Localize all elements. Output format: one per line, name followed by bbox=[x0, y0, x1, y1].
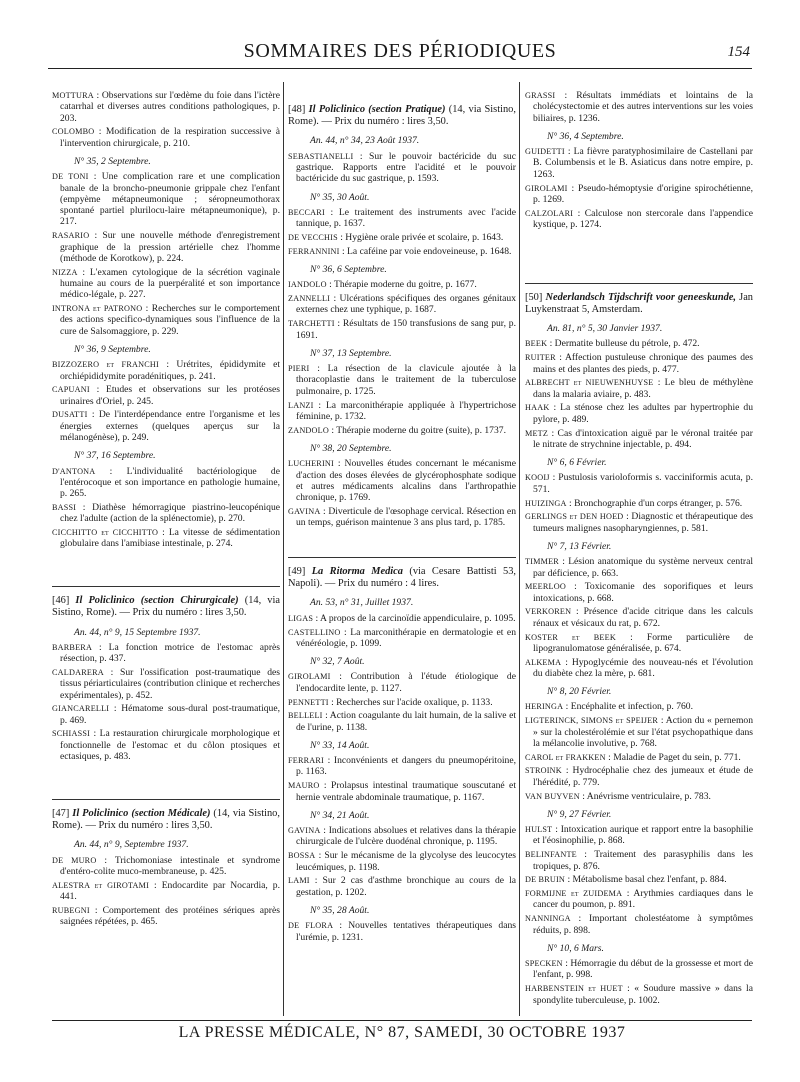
entry-text: : Hématome sous-dural post-traumatique, p. 469. bbox=[60, 703, 280, 726]
summary-entry bbox=[525, 581, 753, 604]
summary-entry bbox=[525, 958, 753, 981]
entry-text: : La vitesse de sédimentation globulaire dans l'amibiase intestinale, p. 274. bbox=[60, 527, 280, 550]
issue-heading: N° 36, 6 Septembre. bbox=[310, 264, 387, 276]
entry-block bbox=[525, 146, 753, 230]
issue-heading: N° 33, 14 Août. bbox=[310, 739, 370, 751]
entry-author: PENNETTI bbox=[288, 697, 329, 707]
entry-author: TARCHETTI bbox=[288, 319, 335, 329]
summary-entry bbox=[525, 208, 753, 231]
entry-text: : Dermatite bulleuse du pétrole, p. 472. bbox=[547, 338, 700, 350]
summary-entry bbox=[525, 606, 753, 629]
entry-author: VERKOREN bbox=[525, 607, 572, 617]
entry-author: BARBERA bbox=[52, 642, 93, 652]
entry-author: LAMI bbox=[288, 876, 310, 886]
journal-details: (14, via Sistino, Rome). — Prix du numéro : lires 3,50. bbox=[288, 104, 516, 128]
summary-entry bbox=[525, 765, 753, 788]
summary-entry bbox=[288, 755, 516, 778]
summary-entry bbox=[52, 855, 280, 878]
summary-entry bbox=[288, 671, 516, 694]
entry-author: LUCHERINI bbox=[288, 459, 334, 469]
summary-entry bbox=[288, 627, 516, 650]
journal-details: (via Cesare Battisti 53, Napoli). — Prix du numéro : 4 lires. bbox=[288, 566, 516, 590]
summary-entry bbox=[525, 498, 753, 509]
entry-text: : Sur 2 cas d'asthme bronchique au cours de la gestation, p. 1202. bbox=[296, 875, 516, 898]
entry-author: GIROLAMI bbox=[288, 672, 331, 682]
entry-text: : Endocardite par Nocardia, p. 441. bbox=[60, 879, 280, 902]
summary-entry bbox=[52, 409, 280, 443]
issue-heading: An. 44, n° 9, 15 Septembre 1937. bbox=[74, 626, 201, 638]
entry-text: : La caféine par voie endoveineuse, p. 1648. bbox=[339, 245, 512, 257]
entry-block bbox=[525, 824, 753, 936]
entry-block bbox=[52, 642, 280, 762]
issue-heading: N° 38, 20 Septembre. bbox=[310, 442, 392, 454]
entry-author: CASTELLINO bbox=[288, 627, 341, 637]
summary-entry bbox=[52, 905, 280, 928]
journal-heading bbox=[52, 586, 280, 619]
entry-text: : Présence d'acide citrique dans les calculs rénaux et vésicaux du rat, p. 672. bbox=[533, 606, 753, 629]
summary-entry bbox=[52, 667, 280, 701]
entry-author: HERINGA bbox=[525, 702, 564, 712]
summary-entry bbox=[52, 466, 280, 500]
summary-entry bbox=[288, 232, 516, 243]
summary-entry bbox=[52, 703, 280, 726]
journal-number: [47] bbox=[52, 807, 70, 819]
entry-text: : Diverticule de l'œsophage cervical. Résection en un temps, guérison maintenue 3 ans plus tard, p. 1785. bbox=[296, 505, 516, 529]
summary-entry bbox=[52, 230, 280, 264]
entry-author: ALKEMA bbox=[525, 657, 562, 667]
entry-author: D'ANTONA bbox=[52, 466, 96, 476]
entry-text: : Hygiène orale privée et scolaire, p. 1643. bbox=[337, 231, 504, 243]
entry-text: : Observations sur l'œdème du foie dans l'ictère catarrhal et diverses autres conditions pathologiques, p. 203. bbox=[60, 90, 280, 124]
entry-author: STROINK bbox=[525, 766, 562, 776]
summary-entry bbox=[525, 849, 753, 872]
page-number: 154 bbox=[727, 44, 750, 60]
page-title: SOMMAIRES DES PÉRIODIQUES bbox=[243, 40, 557, 62]
entry-block bbox=[288, 207, 516, 257]
summary-entry bbox=[525, 352, 753, 375]
entry-text: : Pseudo-hémoptysie d'origine spirochétienne, p. 1269. bbox=[533, 182, 753, 205]
entry-block bbox=[525, 556, 753, 679]
summary-entry bbox=[525, 701, 753, 712]
summary-entry bbox=[288, 780, 516, 803]
entry-author: MEERLOO bbox=[525, 582, 566, 592]
entry-author: CALZOLARI bbox=[525, 208, 574, 218]
footer-text: LA PRESSE MÉDICALE, N° 87, SAMEDI, 30 OCTOBRE 1937 bbox=[178, 1024, 626, 1041]
journal-name: La Ritorma Medica bbox=[311, 566, 403, 578]
summary-entry bbox=[288, 151, 516, 185]
summary-entry bbox=[52, 171, 280, 227]
entry-author: LIGAS bbox=[288, 613, 314, 623]
entry-author: GIROLAMI bbox=[525, 183, 568, 193]
entry-author: HULST bbox=[525, 825, 553, 835]
entry-text: : Diathèse hémorragique piastrino-leucopénique chez l'adulte (action de la splénectomie), p. 270. bbox=[60, 502, 280, 525]
summary-entry bbox=[52, 728, 280, 762]
journal-number: [48] bbox=[288, 104, 306, 115]
issue-heading: N° 35, 28 Août. bbox=[310, 904, 370, 916]
entry-author: CAPUANI bbox=[52, 385, 90, 395]
entry-block bbox=[525, 472, 753, 533]
summary-entry bbox=[288, 400, 516, 423]
summary-entry bbox=[288, 875, 516, 898]
entry-author: GRASSI bbox=[525, 91, 556, 100]
journal-name: Il Policlinico (section Médicale) bbox=[72, 807, 211, 819]
summary-entry bbox=[288, 825, 516, 848]
issue-heading: An. 81, n° 5, 30 Janvier 1937. bbox=[547, 323, 663, 335]
entry-text: : La restauration chirurgicale morphologique et fonctionnelle de l'estomac et du côlon ptosiques et ectasiques, p. 483. bbox=[60, 728, 280, 763]
entry-text: : La fièvre paratyphosimilaire de Castellani par B. Columbensis et le B. Asiaticus dans notre empire, p. 1263. bbox=[533, 146, 753, 180]
page-header bbox=[48, 38, 752, 69]
issue-heading: N° 6, 6 Février. bbox=[547, 457, 607, 469]
entry-block bbox=[288, 755, 516, 803]
entry-text: : Modification de la respiration successive à l'intervention chirurgicale, p. 210. bbox=[60, 126, 280, 149]
entry-text: : Indications absolues et relatives dans la thérapie chirurgicale de l'ulcère duodénal chronique, p. 1195. bbox=[296, 825, 516, 848]
issue-heading: An. 53, n° 31, Juillet 1937. bbox=[310, 597, 414, 609]
entry-author: DE BRUIN bbox=[525, 875, 566, 885]
entry-text: : Diagnostic et thérapeutique des tumeurs malignes nasopharyngiennes, p. 581. bbox=[533, 511, 753, 534]
entry-text: : La fonction motrice de l'estomac après résection, p. 437. bbox=[60, 641, 280, 665]
entry-text: : Métabolisme basal chez l'enfant, p. 884. bbox=[565, 874, 727, 886]
entry-block bbox=[288, 363, 516, 436]
summary-entry bbox=[525, 632, 753, 655]
entry-block bbox=[525, 958, 753, 1006]
entry-text: : Lésion anatomique du système nerveux central par déficience, p. 663. bbox=[533, 556, 753, 579]
entry-block bbox=[52, 90, 280, 149]
summary-entry bbox=[525, 791, 753, 802]
summary-entry bbox=[52, 303, 280, 337]
entry-text: : Calculose non stercorale dans l'appendice kystique, p. 1274. bbox=[533, 207, 753, 230]
entry-block bbox=[52, 466, 280, 550]
entry-author: HARBENSTEIN et HUET bbox=[525, 984, 623, 994]
entry-block bbox=[288, 151, 516, 185]
journal-details: Jan Luykenstraat 5, Amsterdam. bbox=[525, 291, 753, 315]
entry-text: : Résultats de 150 transfusions de sang pur, p. 1691. bbox=[296, 318, 516, 341]
entry-text: : Le traitement des instruments avec l'acide tannique, p. 1637. bbox=[296, 206, 516, 230]
issue-heading: An. 44, n° 34, 23 Août 1937. bbox=[310, 135, 420, 147]
journal-heading bbox=[288, 557, 516, 590]
summary-entry bbox=[52, 359, 280, 382]
entry-block bbox=[52, 855, 280, 928]
summary-entry bbox=[525, 913, 753, 936]
summary-entry bbox=[525, 472, 753, 495]
entry-text: : Sur une nouvelle méthode d'enregistrement graphique de la pression artérielle chez l'homme (méthode de Korotkow), p. 224. bbox=[60, 230, 280, 264]
entry-author: CALDARERA bbox=[52, 667, 104, 677]
entry-text: : Comportement des protéines sériques après saignées répétées, p. 465. bbox=[60, 904, 280, 928]
summary-entry bbox=[525, 338, 753, 349]
entry-author: SPECKEN bbox=[525, 959, 563, 969]
summary-entry bbox=[525, 90, 753, 124]
entry-author: RUBEGNI bbox=[52, 905, 90, 915]
entry-author: HAAK bbox=[525, 403, 550, 413]
summary-entry bbox=[525, 983, 753, 1006]
entry-text: : Recherches sur le comportement des actions specifico-dynamiques sous l'influence de la cure de Salsomaggiore, p. 229. bbox=[60, 303, 281, 337]
summary-entry bbox=[525, 874, 753, 885]
entry-text: : Le bleu de méthylène dans la malaria aviaire, p. 483. bbox=[533, 377, 753, 400]
entry-text: : Arythmies cardiaques dans le cancer du poumon, p. 891. bbox=[533, 888, 753, 911]
issue-heading: N° 10, 6 Mars. bbox=[547, 942, 604, 954]
summary-entry bbox=[288, 425, 516, 436]
summary-entry bbox=[288, 458, 516, 503]
journal-number: [50] bbox=[525, 291, 543, 303]
entry-author: BELINFANTE bbox=[525, 850, 577, 860]
summary-entry bbox=[52, 642, 280, 665]
entry-text: : A propos de la carcinoïdie appendiculaire, p. 1095. bbox=[313, 612, 516, 624]
summary-entry bbox=[52, 126, 280, 149]
entry-text: : Bronchographie d'un corps étranger, p. 576. bbox=[566, 497, 743, 509]
entry-text: : Résultats immédiats et lointains de la cholécystectomie et des autres interventions sur les voies biliaires, p. 1236. bbox=[533, 90, 753, 124]
journal-details: (14, via Sistino, Rome). — Prix du numéro : lires 3,50. bbox=[52, 807, 280, 832]
summary-entry bbox=[525, 824, 753, 847]
entry-text: : Intoxication aurique et rapport entre la basophilie et l'éosinophilie, p. 868. bbox=[533, 824, 753, 847]
entry-author: IANDOLO bbox=[288, 280, 327, 290]
entry-text: : Anévrisme ventriculaire, p. 783. bbox=[579, 790, 711, 802]
entry-author: ZANNELLI bbox=[288, 294, 331, 304]
entry-author: GERLINGS et DEN HOED bbox=[525, 512, 624, 522]
entry-block bbox=[288, 825, 516, 898]
entry-text: : Action coagulante du lait humain, de la salive et de l'urine, p. 1138. bbox=[296, 710, 516, 733]
entry-text: : Une complication rare et une complication banale de la broncho-pneumonie grippale chez l'enfant (empyème métapneumonique ; séropneumothorax spontané partiel plurilocu-laire métapneumonique), p. 217. bbox=[60, 171, 281, 228]
entry-author: RASARIO bbox=[52, 231, 90, 241]
entry-author: SEBASTIANELLI bbox=[288, 151, 354, 161]
entry-author: GUIDETTI bbox=[525, 147, 565, 157]
column-divider bbox=[283, 82, 284, 1016]
entry-text: : Affection pustuleuse chronique des paumes des mains et des plantes des pieds, p. 477. bbox=[533, 352, 753, 375]
entry-text: : Hypoglycémie des nouveau-nés et l'évolution du diabète chez la mère, p. 681. bbox=[533, 656, 753, 679]
issue-heading: N° 9, 27 Février. bbox=[547, 808, 612, 820]
entry-author: ALBRECHT et NIEUWENHUYSE bbox=[525, 378, 654, 388]
entry-text: : Forme particulière de lipogranulomatose généralisée, p. 674. bbox=[533, 631, 753, 654]
summary-entry bbox=[525, 511, 753, 534]
entry-text: : Contribution à l'étude étiologique de l'endocardite lente, p. 1127. bbox=[296, 671, 516, 694]
journal-number: [49] bbox=[288, 566, 306, 578]
entry-text: : Nouvelles études concernant le mécanisme d'action des doses élevées de glycérophosphate sodique et autres médicaments alcalins dans l'arthropathie chronique, p. 1769. bbox=[296, 458, 516, 504]
entry-author: NIZZA bbox=[52, 267, 78, 277]
entry-author: BEEK bbox=[525, 339, 548, 349]
entry-text: : Inconvénients et dangers du pneumopéritoine, p. 1163. bbox=[296, 755, 516, 778]
journal-details: (14, via Sistino, Rome). — Prix du numéro : lires 3,50. bbox=[52, 595, 280, 619]
summary-entry bbox=[288, 363, 516, 397]
issue-heading: N° 37, 16 Septembre. bbox=[74, 450, 156, 462]
entry-text: : La résection de la clavicule ajoutée à la thoracoplastie dans le traitement de la tuberculose pulmonaire, p. 1725. bbox=[296, 363, 516, 397]
entry-author: INTRONA et PATRONO bbox=[52, 304, 143, 314]
issue-heading: N° 35, 30 Août. bbox=[310, 191, 370, 203]
entry-text: : Sur le pouvoir bactéricide du suc gastrique. Rapports entre l'acidité et le pouvoir bactéricide du suc gastrique, p. 1593. bbox=[296, 150, 516, 185]
entry-text: : Maladie de Paget du sein, p. 771. bbox=[605, 751, 741, 763]
journal-heading bbox=[288, 92, 516, 128]
page-footer bbox=[52, 1020, 752, 1041]
issue-heading: N° 36, 4 Septembre. bbox=[547, 130, 624, 142]
summary-entry bbox=[288, 207, 516, 230]
entry-author: ALESTRA et GIROTAMI bbox=[52, 880, 150, 890]
column-3 bbox=[525, 90, 753, 1008]
entry-text: : L'individualité bactériologique de l'entérocoque et son importance en pathologie humaine, p. 265. bbox=[60, 465, 280, 500]
entry-block bbox=[525, 701, 753, 801]
entry-author: DE VECCHIS bbox=[288, 232, 338, 242]
entry-text: : Nouvelles tentatives thérapeutiques dans l'urémie, p. 1231. bbox=[296, 920, 516, 943]
entry-text: : Etudes et observations sur les protéoses urinaires d'Oriel, p. 245. bbox=[60, 384, 280, 407]
issue-heading: N° 35, 2 Septembre. bbox=[74, 155, 151, 167]
entry-text: : Traitement des parasyphilis dans les tropiques, p. 876. bbox=[533, 849, 753, 872]
issue-heading: N° 7, 13 Février. bbox=[547, 540, 612, 552]
issue-heading: N° 8, 20 Février. bbox=[547, 686, 612, 698]
journal-name: Il Policlinico (section Pratique) bbox=[308, 104, 446, 115]
column-divider bbox=[519, 82, 520, 1016]
entry-author: COLOMBO bbox=[52, 127, 95, 137]
entry-block bbox=[288, 671, 516, 732]
summary-entry bbox=[525, 402, 753, 425]
entry-text: : Sur le mécanisme de la glycolyse des leucocytes leucémiques, p. 1198. bbox=[296, 850, 516, 873]
entry-author: CAROL et FRAKKEN bbox=[525, 752, 606, 762]
column-2 bbox=[288, 90, 516, 945]
summary-entry bbox=[288, 293, 516, 316]
summary-entry bbox=[288, 318, 516, 341]
entry-author: BASSI bbox=[52, 503, 77, 512]
summary-entry bbox=[52, 90, 280, 124]
entry-text: : La sténose chez les adultes par hypertrophie du pylore, p. 489. bbox=[533, 402, 753, 425]
journal-number: [46] bbox=[52, 595, 70, 607]
journal-name: Il Policlinico (section Chirurgicale) bbox=[75, 595, 239, 607]
summary-entry bbox=[525, 146, 753, 180]
entry-text: : « Soudure massive » dans la spondylite tuberculeuse, p. 1002. bbox=[533, 983, 753, 1006]
entry-text: : Encéphalite et infection, p. 760. bbox=[563, 701, 693, 713]
summary-entry bbox=[525, 888, 753, 911]
entry-author: METZ bbox=[525, 428, 549, 438]
entry-author: LANZI bbox=[288, 400, 314, 410]
entry-text: : L'examen cytologique de la sécrétion vaginale humaine au cours de la puerpéralité et son importance médico-légale, p. 227. bbox=[60, 266, 280, 301]
entry-author: VAN BUYVEN bbox=[525, 791, 580, 801]
entry-author: BECCARI bbox=[288, 207, 325, 217]
entry-block bbox=[288, 920, 516, 943]
entry-text: : La marconithérapie en dermatologie et en vénéréologie, p. 1099. bbox=[296, 626, 516, 649]
entry-text: : Toxicomanie des soporifiques et leurs intoxications, p. 668. bbox=[533, 581, 753, 604]
entry-text: : Thérapie moderne du goitre, p. 1677. bbox=[326, 279, 477, 291]
summary-entry bbox=[525, 752, 753, 763]
summary-entry bbox=[52, 527, 280, 550]
entry-author: KOSTER et BEEK bbox=[525, 632, 616, 642]
summary-entry bbox=[288, 506, 516, 529]
entry-author: GAVINA bbox=[288, 506, 321, 516]
entry-text: : Ulcérations spécifiques des organes génitaux externes chez une typhique, p. 1687. bbox=[296, 293, 516, 316]
summary-entry bbox=[52, 880, 280, 903]
entry-author: MOTTURA bbox=[52, 91, 94, 100]
entry-text: : Prolapsus intestinal traumatique souscutané et hernie ventrale abdominale traumatique, p. 1167. bbox=[296, 780, 516, 803]
entry-author: DE FLORA bbox=[288, 921, 334, 931]
column-1 bbox=[52, 90, 280, 930]
entry-author: DE TONI bbox=[52, 172, 89, 182]
entry-author: SCHIASSI bbox=[52, 729, 90, 739]
issue-heading: N° 37, 13 Septembre. bbox=[310, 347, 392, 359]
journal-heading bbox=[52, 799, 280, 832]
issue-heading: An. 44, n° 9, Septembre 1937. bbox=[74, 839, 189, 851]
summary-entry bbox=[525, 183, 753, 206]
issue-heading: N° 34, 21 Août. bbox=[310, 809, 370, 821]
entry-author: LIGTERINCK, SIMONS et SPEIJER bbox=[525, 716, 659, 726]
entry-block bbox=[52, 359, 280, 443]
issue-heading: N° 36, 9 Septembre. bbox=[74, 343, 151, 355]
entry-text: : Pustulosis varioloformis s. vacciniformis acuta, p. 571. bbox=[533, 472, 753, 495]
entry-author: FORMIJNE et ZUIDEMA bbox=[525, 889, 623, 899]
entry-author: MAURO bbox=[288, 781, 320, 791]
entry-text: : Recherches sur l'acide oxalique, p. 1133. bbox=[328, 696, 493, 708]
summary-entry bbox=[288, 279, 516, 290]
entry-author: FERRARI bbox=[288, 756, 324, 766]
entry-author: PIERI bbox=[288, 364, 310, 374]
entry-text: : Hémorragie du début de la grossesse et mort de l'enfant, p. 998. bbox=[533, 958, 753, 981]
entry-text: : Sur l'ossification post-traumatique des tissus périarticulaires (contribution clinique et recherches expérimentales), p. 452. bbox=[60, 666, 280, 701]
entry-author: BIZZOZERO et FRANCHI bbox=[52, 360, 159, 370]
summary-entry bbox=[52, 384, 280, 407]
entry-block bbox=[288, 279, 516, 340]
entry-author: RUITER bbox=[525, 353, 556, 363]
issue-heading: N° 32, 7 Août. bbox=[310, 656, 365, 668]
summary-entry bbox=[288, 246, 516, 257]
entry-block bbox=[525, 90, 753, 124]
entry-text: : Important cholestéatome à symptômes réduits, p. 898. bbox=[533, 913, 753, 936]
entry-text: : Hydrocéphalie chez des jumeaux et étude de l'hérédité, p. 779. bbox=[533, 765, 753, 788]
summary-entry bbox=[288, 613, 516, 624]
summary-entry bbox=[525, 556, 753, 579]
entry-text: : Cas d'intoxication aiguë par le véronal traitée par le nitrate de strychnine injectable, p. 494. bbox=[533, 427, 753, 450]
entry-author: BELLELI bbox=[288, 711, 323, 721]
entry-block bbox=[288, 458, 516, 528]
entry-author: GIANCARELLI bbox=[52, 704, 110, 714]
entry-author: TIMMER bbox=[525, 557, 559, 567]
journal-name: Nederlandsch Tijdschrift voor geneeskunde, bbox=[545, 291, 737, 303]
entry-block bbox=[288, 613, 516, 649]
summary-entry bbox=[52, 267, 280, 301]
entry-author: CICCHITTO et CICCHITTO bbox=[52, 528, 159, 538]
summary-entry bbox=[525, 657, 753, 680]
entry-author: ZANDOLO bbox=[288, 425, 329, 435]
entry-author: FERRANNINI bbox=[288, 246, 340, 256]
entry-author: DUSATTI bbox=[52, 410, 88, 420]
summary-entry bbox=[525, 715, 753, 749]
entry-text: : Urétrites, épididymite et orchiépididymite poradénitiques, p. 241. bbox=[60, 359, 280, 382]
entry-author: KOOIJ bbox=[525, 473, 550, 483]
summary-entry bbox=[288, 697, 516, 708]
summary-entry bbox=[288, 920, 516, 943]
entry-text: : La marconithérapie appliquée à l'hypertrichose féminine, p. 1732. bbox=[296, 399, 516, 422]
entry-author: BOSSA bbox=[288, 851, 316, 861]
entry-text: : De l'interdépendance entre l'organisme et les énergies externes (quelques aperçus sur la mélanogénèse), p. 249. bbox=[60, 409, 280, 444]
summary-entry bbox=[288, 710, 516, 733]
entry-author: GAVINA bbox=[288, 826, 321, 836]
entry-author: DE MURO bbox=[52, 855, 97, 865]
entry-block bbox=[525, 338, 753, 450]
entry-author: HUIZINGA bbox=[525, 498, 567, 508]
entry-author: NANNINGA bbox=[525, 914, 571, 924]
summary-entry bbox=[52, 502, 280, 525]
entry-text: : Action du « pernemon » sur la cholestérolémie et sur l'état psychopathique dans la mélancolie involutive, p. 768. bbox=[533, 715, 754, 749]
summary-entry bbox=[525, 428, 753, 451]
entry-text: : Trichomoniase intestinale et syndrome d'entéro-colite muco-membraneuse, p. 425. bbox=[60, 854, 280, 877]
summary-entry bbox=[525, 377, 753, 400]
entry-block bbox=[52, 171, 280, 337]
summary-entry bbox=[288, 850, 516, 873]
entry-text: : Thérapie moderne du goitre (suite), p. 1737. bbox=[328, 424, 506, 436]
journal-heading bbox=[525, 283, 753, 316]
